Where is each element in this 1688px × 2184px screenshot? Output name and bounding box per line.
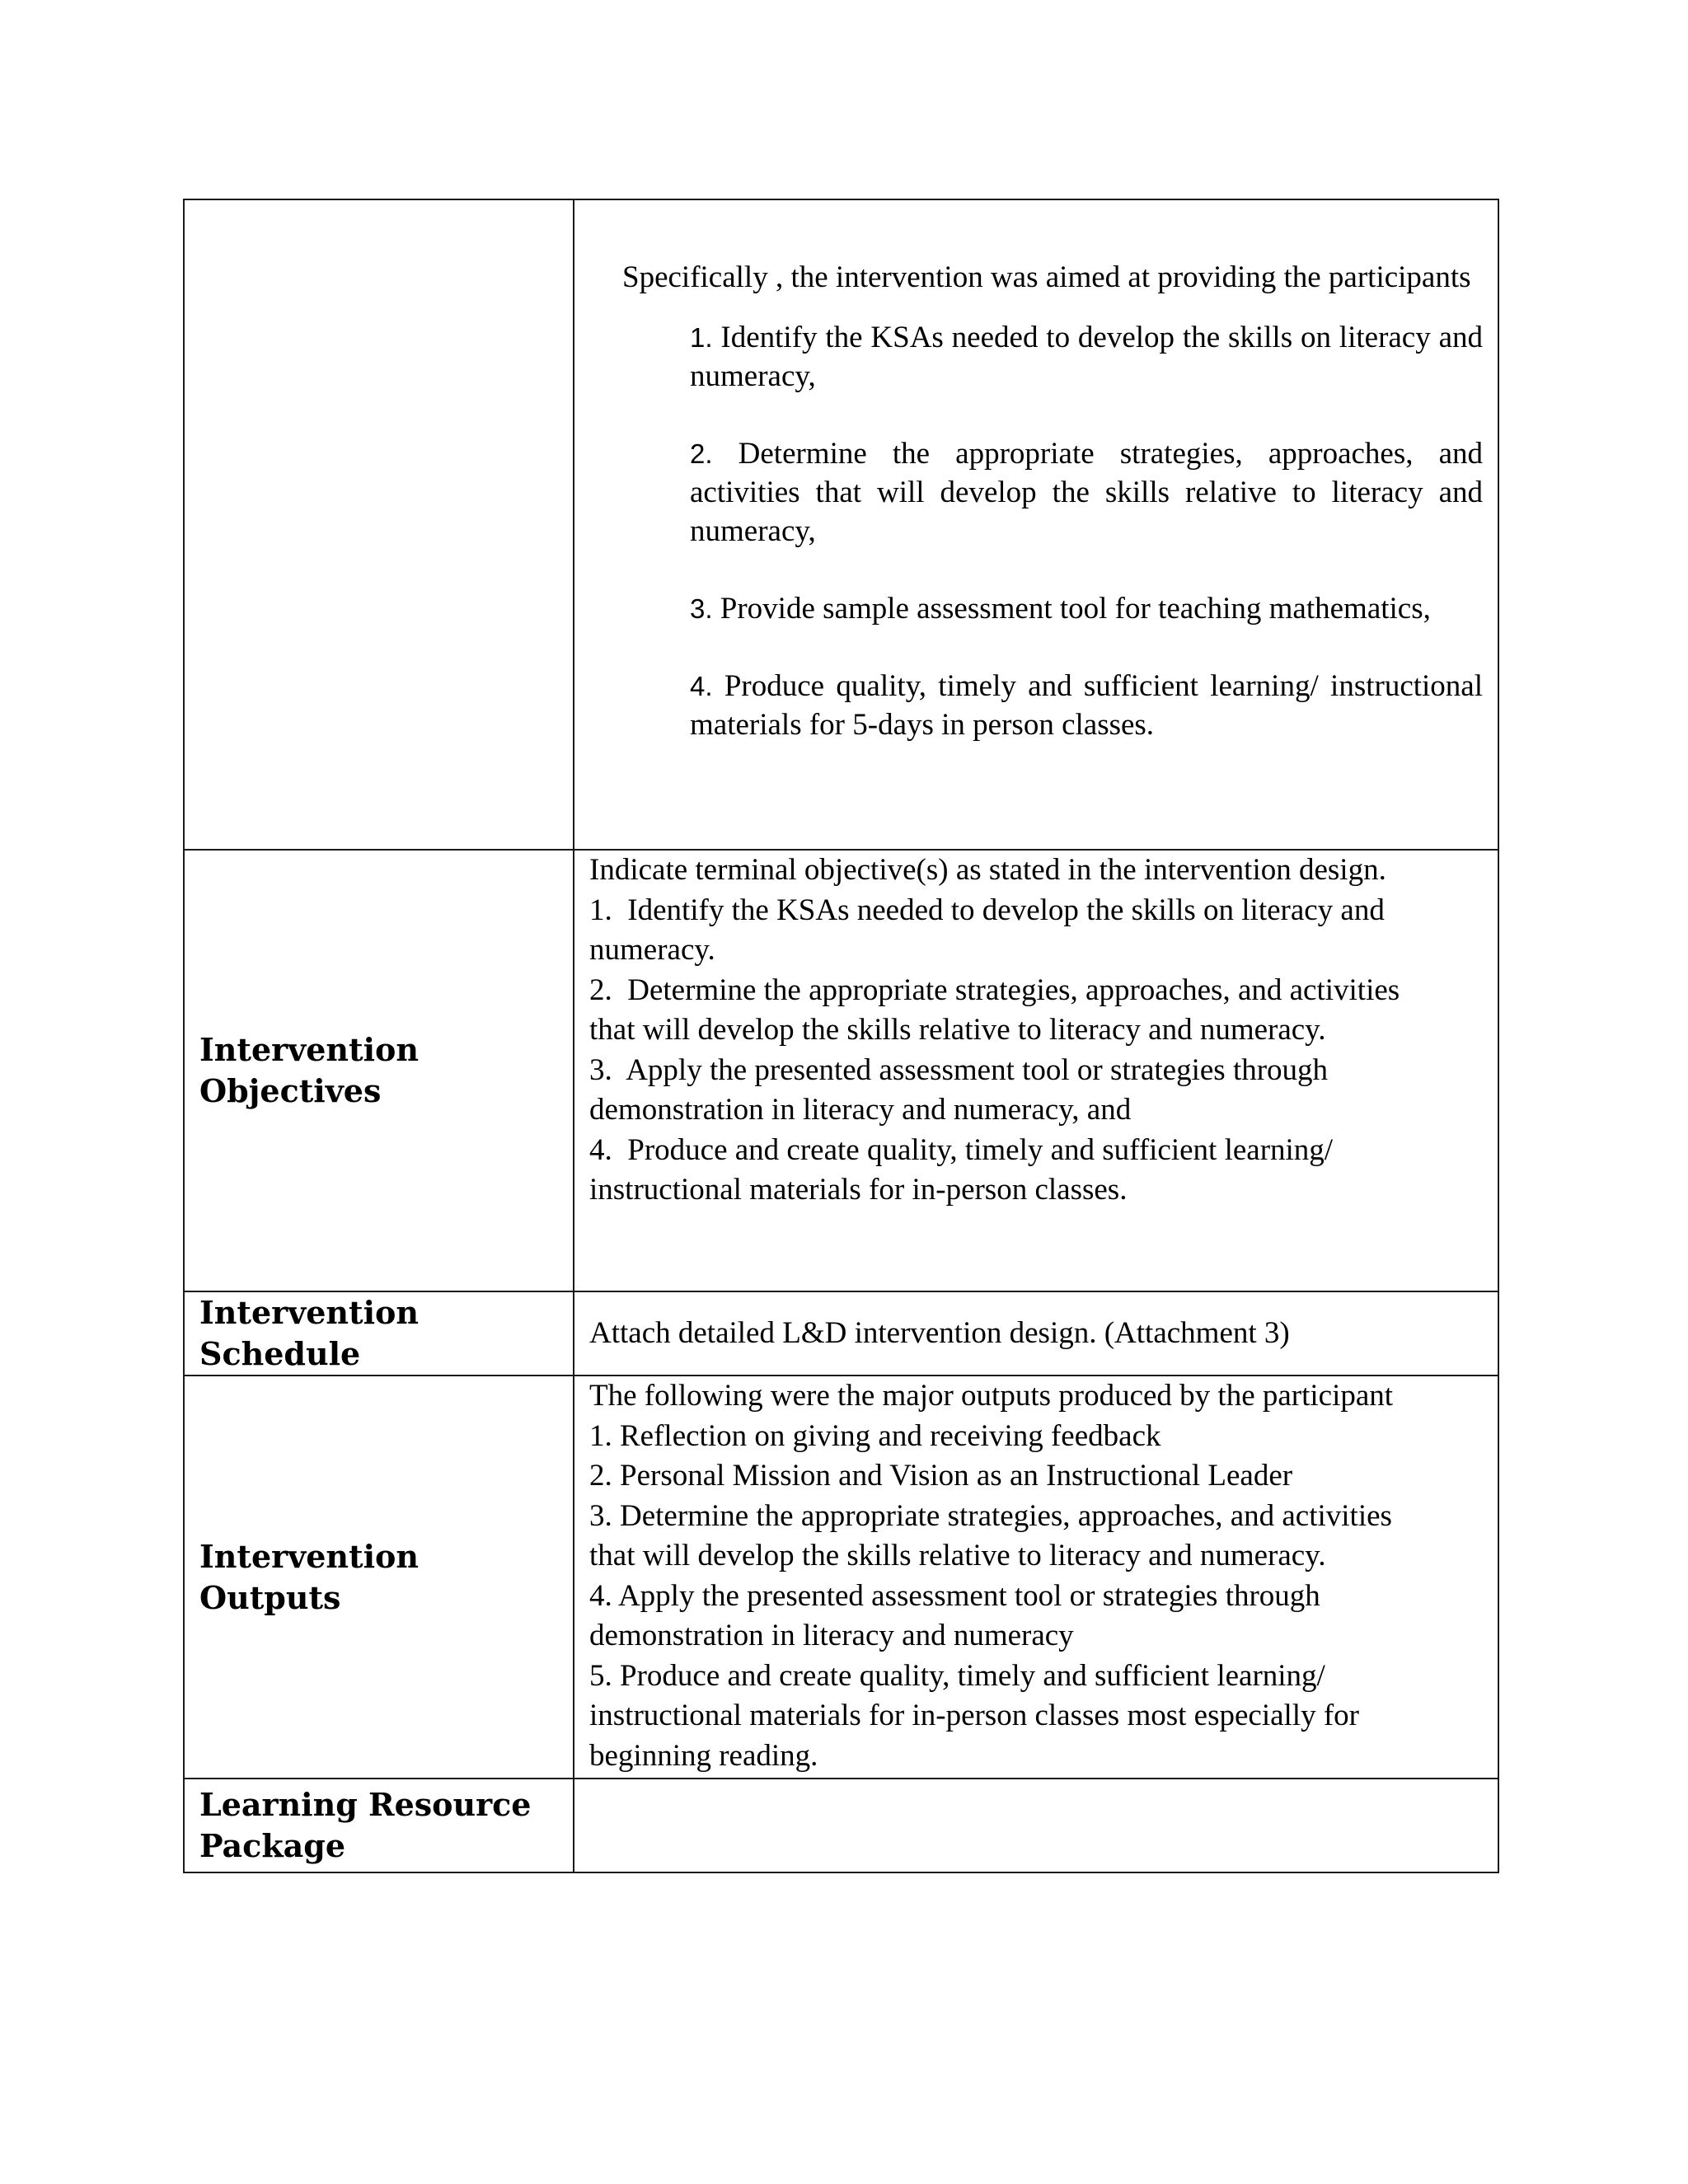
intervention-schedule-row <box>184 1291 1498 1376</box>
intervention-outputs-label <box>184 1376 574 1779</box>
list-item-number: 1. <box>690 322 713 353</box>
text-line: 3. Determine the appropriate strategies, approaches, and activities <box>589 1498 1392 1533</box>
empty-label-cell <box>184 199 574 850</box>
text-line: 4. Apply the presented assessment tool or strategies through <box>589 1578 1320 1613</box>
text-line: demonstration in literacy and numeracy, and <box>589 1093 1132 1127</box>
text-line: numeracy. <box>589 933 715 967</box>
intervention-table <box>183 199 1499 1873</box>
text-line: 1. Reflection on giving and receiving feedback <box>589 1418 1161 1453</box>
list-item-text: Identify the KSAs needed to develop the skills on literacy and numeracy, <box>690 321 1484 393</box>
learning-resource-package-row <box>184 1779 1498 1872</box>
text-line: Indicate terminal objective(s) as stated in the intervention design. <box>589 853 1386 887</box>
label-line: Intervention <box>199 1537 419 1575</box>
learning-resource-package-label <box>184 1779 574 1872</box>
specific-objectives-row <box>184 199 1498 850</box>
text-line: 4. Produce and create quality, timely and sufficient learning/ <box>589 1132 1334 1167</box>
intervention-outputs-content <box>574 1376 1498 1779</box>
label-line: Schedule <box>199 1335 361 1372</box>
learning-resource-package-content <box>574 1779 1498 1872</box>
label-line: Package <box>199 1827 346 1864</box>
list-item <box>690 434 1483 551</box>
text-line: 3. Apply the presented assessment tool or strategies through <box>589 1052 1329 1087</box>
list-item-number: 2. <box>690 438 713 469</box>
text-line: that will develop the skills relative to literacy and numeracy. <box>589 1013 1326 1047</box>
list-item <box>690 318 1483 396</box>
intervention-outputs-row <box>184 1376 1498 1779</box>
label-line: Intervention <box>199 1294 419 1331</box>
intervention-schedule-label <box>184 1291 574 1376</box>
intervention-objectives-content <box>574 850 1498 1291</box>
text-line: 5. Produce and create quality, timely and sufficient learning/ <box>589 1658 1325 1693</box>
specific-objectives-list <box>589 318 1483 744</box>
list-item <box>690 667 1483 744</box>
list-item-text: Produce quality, timely and sufficient learning/ instructional materials for 5-days in person classes. <box>690 669 1484 742</box>
intervention-objectives-row <box>184 850 1498 1291</box>
list-item-number: 4. <box>690 671 713 701</box>
text-line: beginning reading. <box>589 1738 818 1773</box>
intervention-objectives-label <box>184 850 574 1291</box>
text-line: 2. Determine the appropriate strategies, approaches, and activities <box>589 972 1400 1007</box>
intervention-schedule-content: Attach detailed L&D intervention design. (Attachment 3) <box>574 1291 1498 1376</box>
list-item-text: Determine the appropriate strategies, approaches, and activities that will develop the skills relative to literacy and numeracy, <box>690 437 1483 548</box>
label-line: Learning Resource <box>199 1786 532 1823</box>
label-line: Outputs <box>199 1578 341 1616</box>
list-item-number: 3. <box>690 593 713 624</box>
text-line: The following were the major outputs produced by the participant <box>589 1379 1394 1413</box>
text-line: that will develop the skills relative to literacy and numeracy. <box>589 1539 1326 1572</box>
text-line: 2. Personal Mission and Vision as an Instructional Leader <box>589 1459 1293 1493</box>
text-line: 1. Identify the KSAs needed to develop the skills on literacy and <box>589 893 1385 927</box>
specific-objectives-intro: Specifically , the intervention was aimed at providing the participants <box>622 260 1471 294</box>
text-line: instructional materials for in-person classes most especially for <box>589 1699 1359 1732</box>
text-line: instructional materials for in-person classes. <box>589 1173 1128 1207</box>
label-line: Intervention <box>199 1031 419 1068</box>
list-item <box>690 589 1483 628</box>
label-line: Objectives <box>199 1072 382 1109</box>
specific-objectives-cell <box>574 199 1498 850</box>
text-line: demonstration in literacy and numeracy <box>589 1619 1074 1652</box>
list-item-text: Provide sample assessment tool for teaching mathematics, <box>720 592 1431 626</box>
